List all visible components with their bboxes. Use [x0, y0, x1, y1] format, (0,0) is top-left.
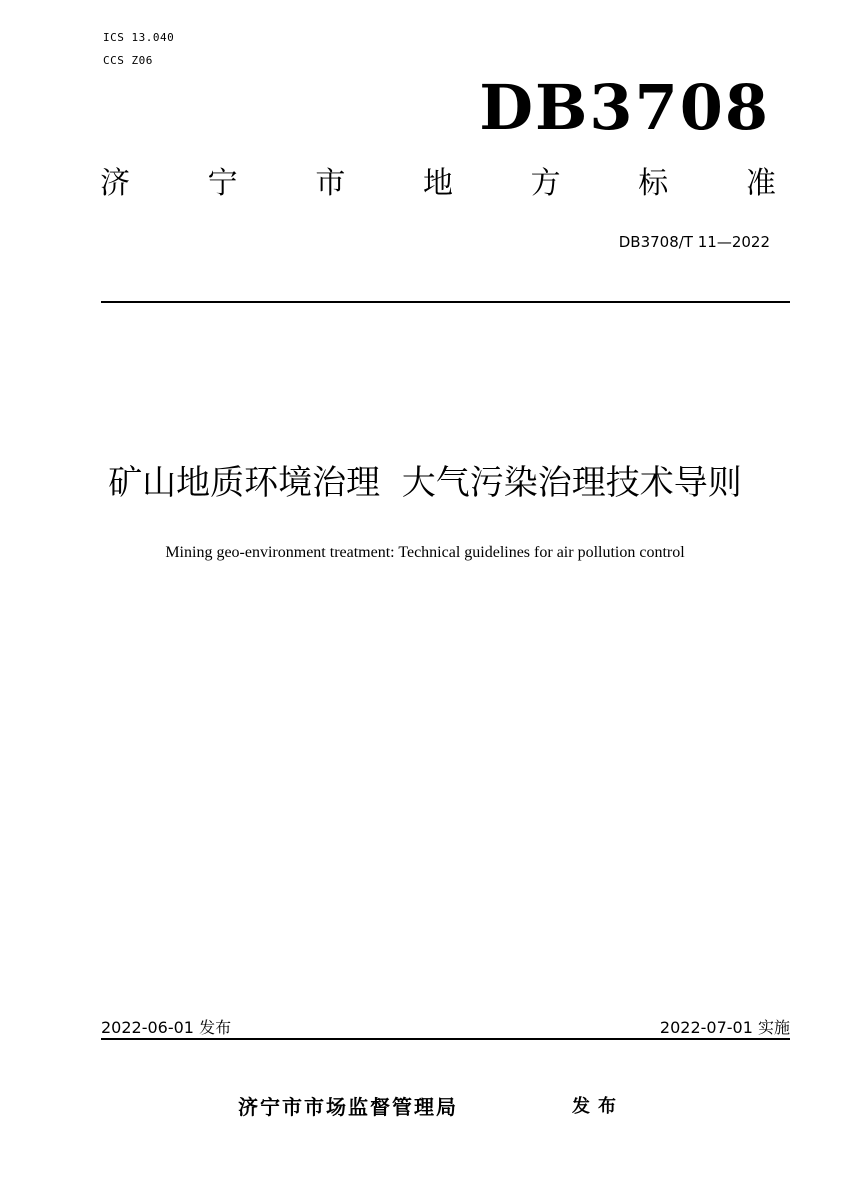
standard-mark: DB3708 [479, 71, 770, 144]
standard-name-char: 方 [530, 166, 561, 201]
standard-name-char: 济 [100, 166, 130, 201]
document-title-english: Mining geo-environment treatment: Technical guidelines for air pollution control [165, 544, 685, 561]
ccs-code: CCS Z06 [103, 54, 153, 67]
document-title-chinese: 矿山地质环境治理 大气污染治理技术导则 [108, 463, 742, 503]
standard-name-char: 地 [422, 166, 453, 201]
standard-number: DB3708/T 11—2022 [618, 233, 770, 251]
publish-date: 2022-06-01 发布 [101, 1018, 232, 1037]
standard-name-char: 标 [638, 166, 669, 201]
standard-name-char: 准 [745, 166, 776, 201]
standard-name-char: 宁 [207, 166, 238, 201]
issuing-authority: 济宁市市场监督管理局 [238, 1095, 458, 1119]
top-divider [101, 301, 790, 303]
bottom-divider [101, 1038, 790, 1040]
ics-code: ICS 13.040 [103, 31, 175, 44]
implement-date: 2022-07-01 实施 [659, 1018, 790, 1037]
issue-label: 发布 [572, 1096, 624, 1117]
standard-name [100, 162, 776, 206]
standard-name-char: 市 [315, 166, 346, 201]
